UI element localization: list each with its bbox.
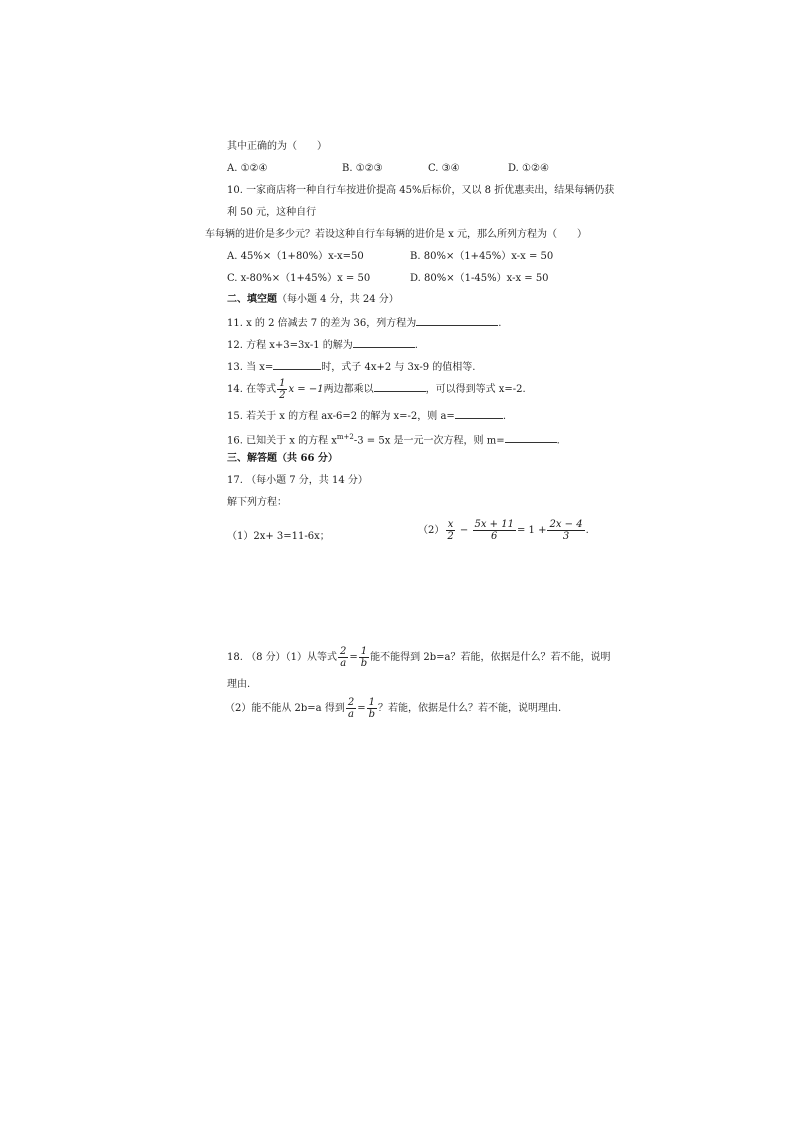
q15: 15. 若关于 x 的方程 ax-6=2 的解为 x=-2，则 a= .	[227, 408, 506, 424]
q10-option-d: D. 80%×（1-45%）x-x = 50	[410, 273, 549, 284]
q14: 14. 在等式 $\frac{1}{2}$ x = −1两边都乘以 ，可以得到等式 x=-2.	[227, 378, 526, 401]
q9-option-b: B. ①②③	[342, 163, 383, 174]
q9-tail: 其中正确的为（ ）	[227, 141, 327, 152]
fraction: $\frac{2x - 4}{3}$	[549, 519, 583, 542]
q17-part2: （2） $\frac{x}{2}$ − $\frac{5x + 11}{6}$ = 1 + $\frac{2x - 4}{3}$ .	[418, 519, 589, 542]
answer-blank	[455, 408, 503, 419]
q10-line1: 10. 一家商店将一种自行车按进价提高 45%后标价，又以 8 折优惠卖出，结果每辆仍获	[227, 185, 615, 196]
q9-option-c: C. ③④	[428, 163, 460, 174]
fraction: $\frac{2}{a}$	[340, 646, 347, 669]
q16: 16. 已知关于 x 的方程 $x^{m+2}-3 = 5x$ 是一元一次方程，则 m= .	[227, 433, 560, 447]
fraction: $\frac{1}{2}$	[279, 378, 286, 401]
fraction: $\frac{2}{a}$	[347, 697, 355, 720]
section2-heading: 二、填空题（每小题 4 分，共 24 分）	[227, 294, 399, 305]
q10-line2: 利 50 元，这种自行	[227, 207, 317, 218]
fraction: $\frac{5x + 11}{6}$	[474, 519, 514, 542]
fraction: $\frac{1}{b}$	[368, 697, 375, 720]
q18-part1-line2: 理由.	[227, 679, 251, 690]
q10-option-b: B. 80%×（1+45%）x-x = 50	[410, 251, 554, 262]
q10-line3: 车每辆的进价是多少元？若设这种自行车每辆的进价是 x 元，那么所列方程为（ ）	[205, 229, 587, 240]
q12: 12. 方程 x+3=3x-1 的解为 .	[227, 337, 418, 353]
q9-option-d: D. ①②④	[508, 163, 549, 174]
q10-option-a: A. 45%×（1+80%）x-x=50	[227, 251, 364, 262]
q18-part2: （2）能不能从 2b=a 得到 $\frac{2}{a}$ = $\frac{1}{b}$ ？若能，依据是什么？若不能，说明理由.	[225, 697, 562, 720]
answer-blank	[374, 381, 426, 392]
q10-option-c: C. x-80%×（1+45%）x = 50	[227, 273, 371, 284]
section3-heading: 三、解答题（共 66 分）	[227, 453, 338, 464]
answer-blank	[505, 432, 557, 443]
q17-part1: （1）2x+ 3=11-6x；	[227, 531, 330, 542]
q17-heading: 17. （每小题 7 分，共 14 分）	[227, 475, 368, 486]
q11: 11. x 的 2 倍减去 7 的差为 36，列方程为 .	[227, 315, 501, 331]
q13: 13. 当 x= 时，式子 4x+2 与 3x-9 的值相等.	[227, 359, 476, 375]
answer-blank	[273, 359, 321, 370]
answer-blank	[416, 315, 498, 326]
q17-instruction: 解下列方程：	[227, 497, 287, 508]
answer-blank	[353, 337, 415, 348]
q18-part1: 18. （8 分）（1）从等式 $\frac{2}{a}$ = $\frac{1}{b}$ 能不能得到 2b=a？若能，依据是什么？若不能，说明	[227, 646, 611, 669]
fraction: $\frac{1}{b}$	[360, 646, 368, 669]
fraction: $\frac{x}{2}$	[447, 519, 454, 542]
q9-option-a: A. ①②④	[227, 163, 268, 174]
